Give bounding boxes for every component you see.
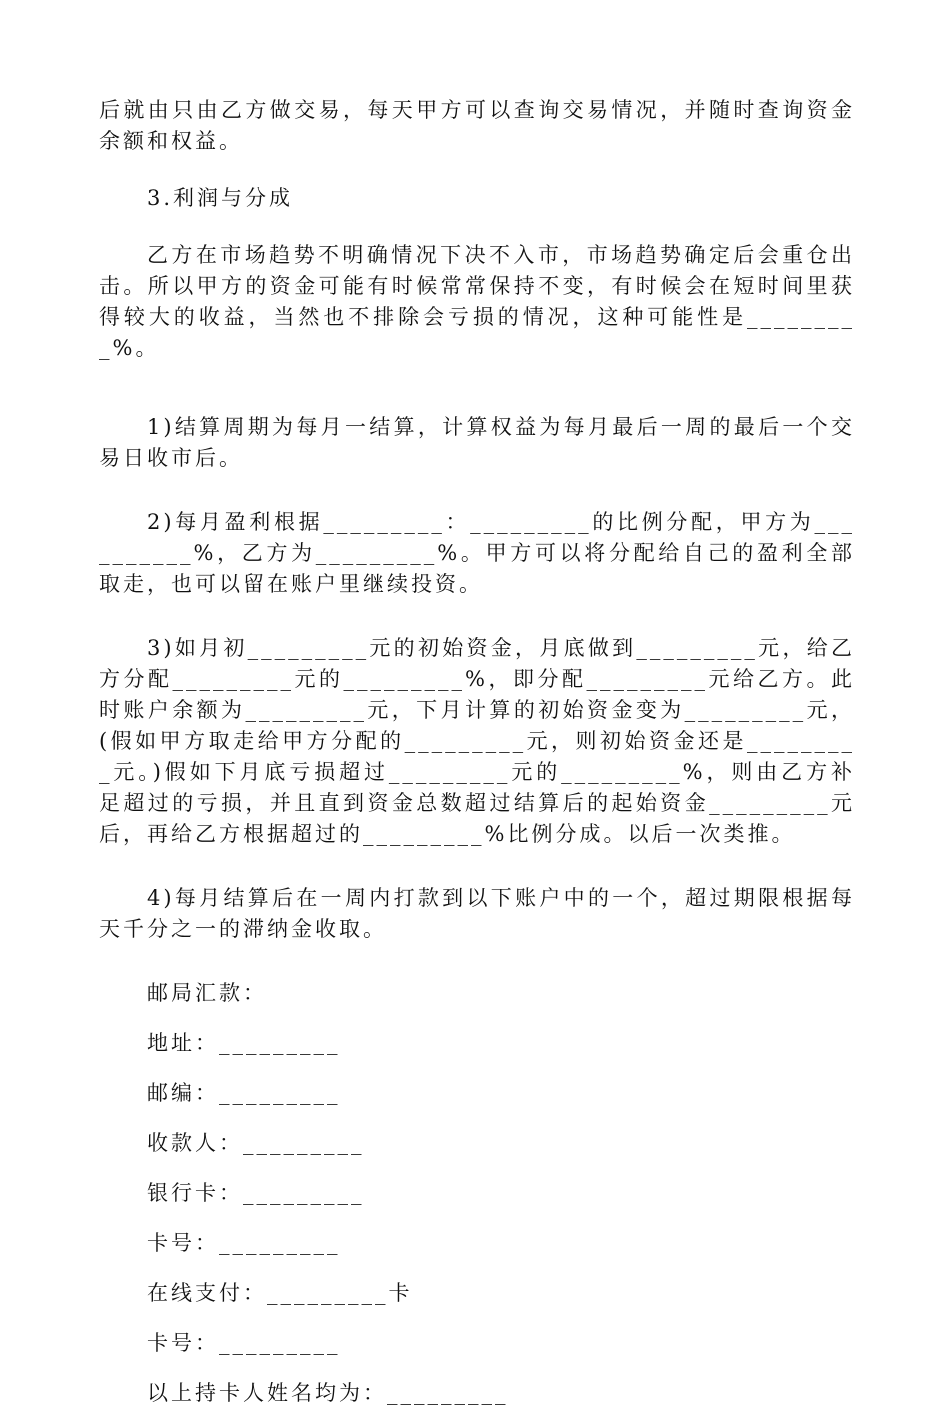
- section-heading-profit: 3.利润与分成: [147, 186, 294, 210]
- remit-title: 邮局汇款：: [147, 981, 267, 1005]
- document-page: [99, 95, 855, 1409]
- address-field: 地址：_________: [147, 1031, 341, 1055]
- payee-field: 收款人：_________: [147, 1131, 365, 1155]
- card-number-field: 卡号：_________: [147, 1231, 341, 1255]
- bank-card-field: 银行卡：_________: [147, 1181, 365, 1205]
- clause-3-example: 3)如月初_________元的初始资金，月底做到_________元，给乙方分配_________元的_________%，即分配_________元给乙方。此时账户余额为_________元，下月计算的初始资金变为_________元，(假如甲方取走给甲方分配的_________元，则初始资金还是_________元。)假如下月底亏损超过_________元的_________%，则由乙方补足超过的亏损，并且直到资金总数超过结算后的起始资金_________元后，再给乙方根据超过的_________%比例分成。以后一次类推。: [99, 636, 855, 846]
- holder-name-field: 以上持卡人姓名均为：_________: [147, 1381, 509, 1405]
- postcode-field: 邮编：_________: [147, 1081, 341, 1105]
- clause-4-payment: 4)每月结算后在一周内打款到以下账户中的一个，超过期限根据每天千分之一的滞纳金收取。: [99, 886, 855, 941]
- paragraph-intro: 后就由只由乙方做交易，每天甲方可以查询交易情况，并随时查询资金余额和权益。: [99, 98, 855, 153]
- online-payment-field: 在线支付：_________卡: [147, 1281, 413, 1305]
- paragraph-market: 乙方在市场趋势不明确情况下决不入市，市场趋势确定后会重仓出击。所以甲方的资金可能有时候常常保持不变，有时候会在短时间里获得较大的收益，当然也不排除会亏损的情况，这种可能性是_________%。: [99, 243, 855, 360]
- clause-1-settlement: 1)结算周期为每月一结算，计算权益为每月最后一周的最后一个交易日收市后。: [99, 415, 855, 470]
- card-number-field-2: 卡号：_________: [147, 1331, 341, 1355]
- clause-2-profit-split: 2)每月盈利根据_________：_________的比例分配，甲方为__________%，乙方为_________%。甲方可以将分配给自己的盈利全部取走，也可以留在账户里继续投资。: [99, 510, 855, 596]
